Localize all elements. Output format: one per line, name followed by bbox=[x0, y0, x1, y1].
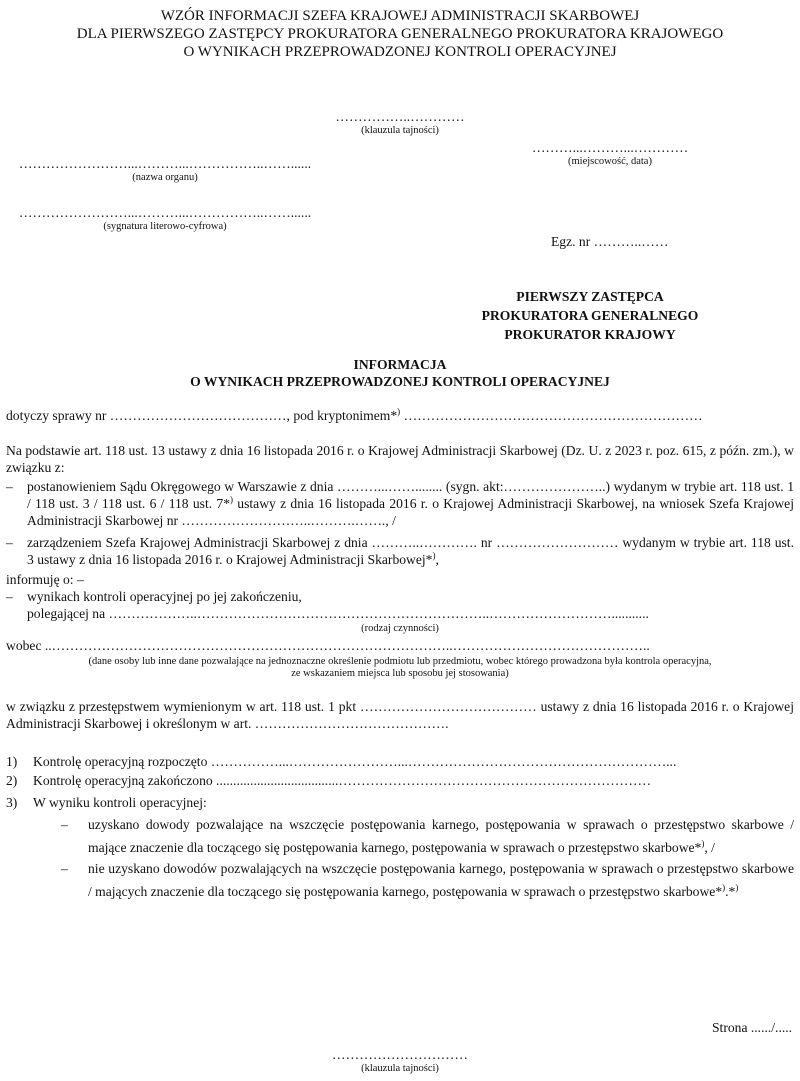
court-order-text-b: ustawy z dnia 16 listopada 2016 r. o Krajowej Administracji Skarbowej, na wniosek Szefa Krajowej Administracji Skarbowej nr ………………………..……….……., / bbox=[27, 496, 794, 528]
dash-marker: – bbox=[61, 861, 68, 876]
header-line-1: WZÓR INFORMACJI SZEFA KRAJOWEJ ADMINISTRACJI SKARBOWEJ bbox=[160, 8, 640, 24]
numbered-item bbox=[0, 794, 800, 811]
activity-label: (rodzaj czynności) bbox=[361, 623, 439, 634]
signature-dots: ……………………...………...……………..……...... bbox=[18, 205, 312, 220]
addressee-line-1: PIERWSZY ZASTĘPCA bbox=[516, 289, 664, 304]
legal-basis-paragraph: Na podstawie art. 118 ust. 13 ustawy z dnia 16 listopada 2016 r. o Krajowej Administracji Skarbowej (Dz. U. z 2023 r. poz. 615, z późn. zm.), w związku z: bbox=[6, 443, 794, 475]
subject-label bbox=[0, 656, 800, 680]
results-item bbox=[0, 588, 800, 605]
form-header bbox=[0, 7, 800, 61]
klauzula-dots: ……………..………… bbox=[335, 109, 465, 124]
result-b-footnote-2: ) bbox=[735, 882, 739, 893]
klauzula-bottom-label: (klauzula tajności) bbox=[361, 1063, 439, 1074]
result-evidence-obtained-text bbox=[88, 813, 794, 859]
header-line-2: DLA PIERWSZEGO ZASTĘPCY PROKURATORA GENERALNEGO PROKURATORA KRAJOWEGO bbox=[76, 26, 724, 42]
kas-order-text bbox=[27, 534, 794, 568]
activity-line: polegającej na ………………..………………………………………………………..………………………........... bbox=[27, 606, 649, 621]
organ-label: (nazwa organu) bbox=[132, 172, 198, 183]
case-reference-line bbox=[6, 407, 796, 424]
item-number: 3) bbox=[6, 795, 18, 810]
result-a-text: uzyskano dowody pozwalające na wszczęcie postępowania karnego, postępowania w sprawach o przestępstwo skarbowe / mające znaczenie dla toczącego się postępowania karnego, postępowania w sprawach o przestępstwo skarbowe* bbox=[88, 817, 794, 855]
numbered-item bbox=[0, 772, 800, 789]
case-reference-dots: ………………………………………………………… bbox=[400, 408, 703, 423]
signature-label: (sygnatura literowo-cyfrowa) bbox=[103, 221, 227, 232]
result-no-evidence-text bbox=[88, 857, 794, 903]
control-result-heading: W wyniku kontroli operacyjnej: bbox=[33, 795, 207, 810]
court-order-text-a: postanowieniem Sądu Okręgowego w Warszawie z dnia ………...……........ (sygn. akt:…………………..) wydanym w trybie art. 118 ust. 1 / 118 ust. 3 / 118 ust. 6 / 118 ust. 7* bbox=[27, 479, 794, 511]
control-ended-text: Kontrolę operacyjną zakończono ....................................…………………………………………………………… bbox=[33, 773, 652, 788]
case-reference-footnote: ) bbox=[397, 406, 401, 417]
addressee-line-3: PROKURATOR KRAJOWY bbox=[504, 327, 676, 342]
result-no-evidence bbox=[0, 857, 800, 903]
subject-label-line-1: (dane osoby lub inne dane pozwalające na jednoznaczne określenie podmiotu lub przedmiotu, wobec którego prowadzona była kontrola operacyjna, bbox=[88, 656, 712, 667]
numbered-item bbox=[0, 753, 800, 770]
result-b-footnote-1: ) bbox=[722, 882, 726, 893]
organ-dots: ……………………...………...……………..……...... bbox=[18, 156, 312, 171]
klauzula-label: (klauzula tajności) bbox=[361, 125, 439, 136]
case-reference-text: dotyczy sprawy nr …………………………………, pod kryptonimem* bbox=[6, 408, 398, 423]
addressee-line-2: PROKURATORA GENERALNEGO bbox=[481, 308, 699, 323]
offense-paragraph: w związku z przestępstwem wymienionym w art. 118 ust. 1 pkt ………………………………… ustawy z dnia 16 listopada 2016 r. o Krajowej Administracji Skarbowej i określonym w art. ……………………………………. bbox=[6, 699, 794, 731]
item-number: 2) bbox=[6, 773, 18, 788]
document-title-line-2: O WYNIKACH PRZEPROWADZONEJ KONTROLI OPERACYJNEJ bbox=[190, 374, 610, 389]
signature-field bbox=[10, 204, 320, 233]
klauzula-bottom-dots: ………………………… bbox=[332, 1047, 468, 1062]
place-date-label: (miejscowość, data) bbox=[568, 156, 652, 167]
place-date-field bbox=[500, 139, 720, 168]
copy-number: Egz. nr ………..…… bbox=[551, 234, 669, 249]
result-b-mid: .* bbox=[725, 884, 736, 899]
subject-label-line-2: ze wskazaniem miejsca lub sposobu jej stosowania) bbox=[291, 668, 509, 679]
kas-order-text-b: , bbox=[435, 552, 439, 567]
page-number: Strona ....../..... bbox=[712, 1020, 793, 1035]
kas-order-text-a: zarządzeniem Szefa Krajowej Administracji Skarbowej z dnia ………..…………. nr ……………………… wydanym w trybie art. 118 ust. 3 ustawy z dnia 16 listopada 2016 r. o Krajowej Administracji Skarbowej* bbox=[27, 535, 794, 567]
result-a-footnote: ) bbox=[701, 838, 705, 849]
organ-field bbox=[10, 155, 320, 184]
dash-marker: – bbox=[61, 817, 68, 832]
addressee-block bbox=[440, 287, 740, 344]
document-title-line-1: INFORMACJA bbox=[353, 357, 447, 372]
results-text: wynikach kontroli operacyjnej po jej zakończeniu, bbox=[27, 589, 302, 604]
kas-order-footnote: ) bbox=[432, 550, 436, 561]
result-a-tail: , / bbox=[704, 840, 715, 855]
dash-marker: – bbox=[6, 589, 13, 604]
place-date-dots: ………...………...………… bbox=[531, 140, 689, 155]
klauzula-bottom-field bbox=[300, 1046, 500, 1075]
court-order-text bbox=[27, 478, 794, 529]
court-order-item bbox=[0, 478, 800, 529]
result-b-text: nie uzyskano dowodów pozwalających na wszczęcie postępowania karnego, postępowania w sprawach o przestępstwo skarbowe / mających znaczenie dla toczącego się postępowania karnego, postępowania w sprawach o przestępstwo skarbowe* bbox=[88, 861, 794, 899]
item-number: 1) bbox=[6, 754, 18, 769]
klauzula-top-field bbox=[300, 108, 500, 137]
document-title bbox=[0, 356, 800, 390]
dash-marker: – bbox=[6, 535, 13, 550]
court-order-footnote: ) bbox=[230, 494, 234, 505]
result-evidence-obtained bbox=[0, 813, 800, 859]
inform-line: informuję o: – bbox=[6, 572, 84, 587]
header-line-3: O WYNIKACH PRZEPROWADZONEJ KONTROLI OPERACYJNEJ bbox=[183, 44, 617, 60]
dash-marker: – bbox=[6, 479, 13, 494]
control-started-text: Kontrolę operacyjną rozpoczęto ……………...……………………...…………………………………………………... bbox=[33, 754, 677, 769]
subject-line: wobec ..……………………………………………………………………………..…………………………………….. bbox=[6, 638, 650, 653]
kas-order-item bbox=[0, 534, 800, 568]
